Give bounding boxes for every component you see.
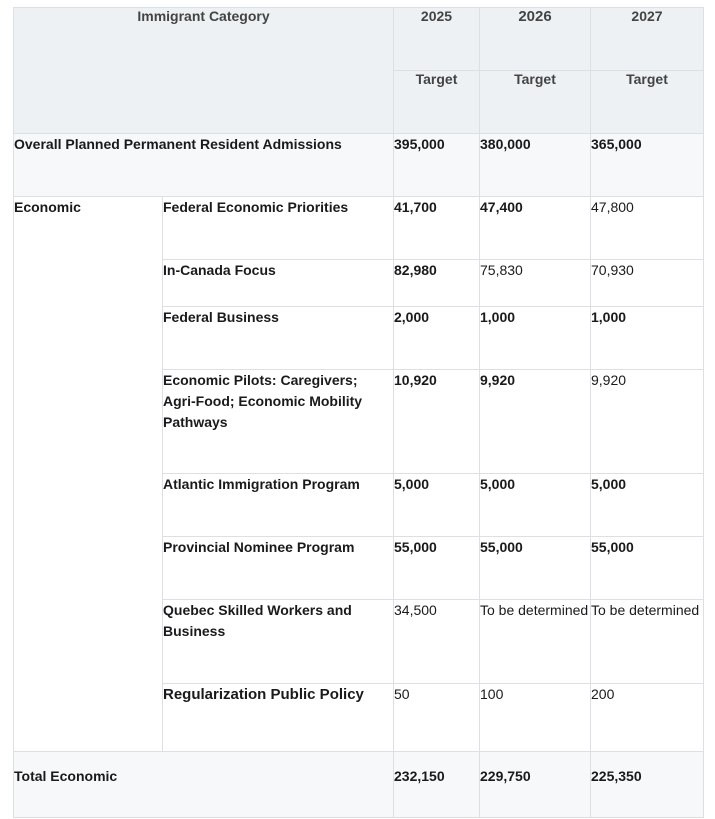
economic-group-label: Economic	[14, 197, 163, 752]
row-value-2025: 41,700	[394, 197, 480, 260]
row-value-2025: 55,000	[394, 537, 480, 600]
total-economic-2027: 225,350	[591, 752, 704, 818]
overall-2025: 395,000	[394, 134, 480, 197]
row-label: Regularization Public Policy	[163, 684, 394, 752]
row-value-2027: 47,800	[591, 197, 704, 260]
row-value-2026: 1,000	[480, 307, 591, 370]
row-label: Economic Pilots: Caregivers; Agri-Food; Economic Mobility Pathways	[163, 370, 394, 474]
row-value-2025: 10,920	[394, 370, 480, 474]
row-value-2027: 55,000	[591, 537, 704, 600]
row-value-2026: 55,000	[480, 537, 591, 600]
row-value-2026: 100	[480, 684, 591, 752]
row-value-2025: 2,000	[394, 307, 480, 370]
row-value-2026: 47,400	[480, 197, 591, 260]
row-value-2027: 70,930	[591, 260, 704, 307]
header-target-2026: Target	[480, 71, 591, 134]
row-value-2026: 5,000	[480, 474, 591, 537]
total-economic-2026: 229,750	[480, 752, 591, 818]
row-value-2027: 5,000	[591, 474, 704, 537]
overall-2026: 380,000	[480, 134, 591, 197]
immigration-levels-table	[13, 7, 704, 818]
row-value-2027: 200	[591, 684, 704, 752]
row-label: Federal Business	[163, 307, 394, 370]
row-value-2026: 9,920	[480, 370, 591, 474]
row-value-2027: 9,920	[591, 370, 704, 474]
row-label: Provincial Nominee Program	[163, 537, 394, 600]
table-row-total-economic	[14, 752, 704, 818]
header-year-2026: 2026	[480, 8, 591, 71]
table-row-overall	[14, 134, 704, 197]
row-value-2027: To be determined	[591, 600, 704, 684]
total-economic-label: Total Economic	[14, 752, 394, 818]
row-value-2025: 5,000	[394, 474, 480, 537]
row-label: In-Canada Focus	[163, 260, 394, 307]
header-target-2025: Target	[394, 71, 480, 134]
header-target-2027: Target	[591, 71, 704, 134]
row-label: Quebec Skilled Workers and Business	[163, 600, 394, 684]
row-value-2025: 34,500	[394, 600, 480, 684]
row-value-2025: 82,980	[394, 260, 480, 307]
row-value-2027: 1,000	[591, 307, 704, 370]
header-year-2025: 2025	[394, 8, 480, 71]
row-value-2026: To be determined	[480, 600, 591, 684]
total-economic-2025: 232,150	[394, 752, 480, 818]
row-label: Federal Economic Priorities	[163, 197, 394, 260]
row-value-2026: 75,830	[480, 260, 591, 307]
table-row	[14, 197, 704, 260]
header-year-2027: 2027	[591, 8, 704, 71]
overall-2027: 365,000	[591, 134, 704, 197]
header-immigrant-category: Immigrant Category	[14, 8, 394, 134]
overall-label: Overall Planned Permanent Resident Admissions	[14, 134, 394, 197]
row-label: Atlantic Immigration Program	[163, 474, 394, 537]
row-value-2025: 50	[394, 684, 480, 752]
